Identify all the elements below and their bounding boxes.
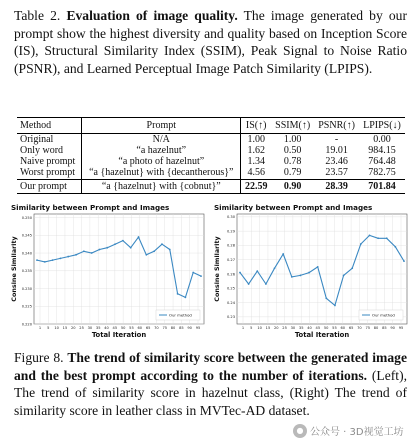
x-tick-label: 15 xyxy=(265,326,271,330)
x-tick-label: 75 xyxy=(162,326,168,330)
data-point xyxy=(282,253,284,255)
data-point xyxy=(169,249,171,251)
watermark xyxy=(293,423,404,438)
x-tick-label: 5 xyxy=(47,326,50,330)
header-ssim: SSIM(↑) xyxy=(275,120,311,131)
x-tick-label: 20 xyxy=(70,326,76,330)
x-axis-label: Total Iteration xyxy=(294,331,350,339)
y-tick-label: 0.23 xyxy=(226,315,235,320)
data-point xyxy=(44,261,46,263)
data-point xyxy=(99,249,101,251)
x-tick-label: 85 xyxy=(179,326,184,330)
cell-lpips: 782.75 xyxy=(368,167,396,178)
x-tick-label: 90 xyxy=(187,326,192,330)
table-caption-title: Evaluation of image quality. xyxy=(66,8,238,23)
figure-caption xyxy=(14,349,407,419)
cell-ssim: 0.79 xyxy=(283,167,302,178)
data-point xyxy=(145,254,147,256)
cell-prompt: “a photo of hazelnut” xyxy=(82,156,241,167)
x-tick-label: 30 xyxy=(87,326,93,330)
chart-title: Similarity between Prompt and Images xyxy=(11,203,170,212)
y-tick-label: 0.220 xyxy=(21,322,32,327)
cell-is: 4.56 xyxy=(241,167,271,180)
cell-ssim: 0.90 xyxy=(283,181,302,192)
x-tick-label: 5 xyxy=(250,326,253,330)
data-point xyxy=(67,256,69,258)
cell-ssim: 0.78 xyxy=(283,156,302,167)
y-axis-label: Consine Similarity xyxy=(10,236,18,302)
x-tick-label: 85 xyxy=(382,326,387,330)
header-lpips: LPIPS(↓) xyxy=(363,120,401,131)
x-tick-label: 35 xyxy=(298,326,304,330)
x-tick-label: 40 xyxy=(104,326,109,330)
data-point xyxy=(308,272,310,274)
x-tick-label: 70 xyxy=(357,326,362,330)
table-caption-body: The image generated by our prompt show the highest diversity and quality based on Inception Score (IS), Structural Similarity Index (SSIM), Peak Signal to Noise Ratio (PSNR), and Learned Perceptual Image Patch Similarity (LPIPS). xyxy=(14,8,407,76)
x-tick-label: 80 xyxy=(170,326,176,330)
cell-method: Our prompt xyxy=(20,181,67,192)
similarity-chart-hazelnut xyxy=(7,200,210,346)
data-point xyxy=(343,275,345,277)
data-point xyxy=(52,259,54,261)
data-point xyxy=(91,252,93,254)
plot-area xyxy=(237,214,407,324)
y-tick-label: 0.235 xyxy=(21,269,32,274)
y-tick-label: 0.250 xyxy=(21,215,32,220)
table-row xyxy=(17,145,405,156)
table-caption-label: Table 2. xyxy=(14,8,61,23)
data-point xyxy=(75,254,77,256)
header-psnr: PSNR(↑) xyxy=(318,120,355,131)
x-tick-label: 50 xyxy=(323,326,329,330)
cell-lpips: 701.84 xyxy=(368,181,396,192)
y-tick-label: 0.27 xyxy=(226,258,235,263)
data-point xyxy=(403,260,405,262)
figure-caption-title: The trend of similarity score between the generated image and the best prompt according to the number of iterations. xyxy=(14,350,407,383)
x-tick-label: 10 xyxy=(257,326,262,330)
table-caption xyxy=(14,7,407,77)
header-prompt: Prompt xyxy=(82,118,241,134)
x-tick-label: 35 xyxy=(95,326,101,330)
watermark-text: 公众号 · 3D视觉工坊 xyxy=(310,427,404,438)
cell-psnr: 23.46 xyxy=(325,156,348,167)
table-row xyxy=(17,134,405,146)
table-row xyxy=(17,156,405,167)
x-tick-label: 1 xyxy=(241,326,245,330)
cell-is: 1.00 xyxy=(241,134,271,146)
data-point xyxy=(200,275,202,277)
wechat-icon: ● xyxy=(293,424,307,438)
x-tick-label: 95 xyxy=(398,326,404,330)
cell-prompt: “a {hazelnut} with {cobnut}” xyxy=(82,180,241,194)
data-point xyxy=(60,257,62,259)
data-point xyxy=(138,236,140,238)
x-tick-label: 1 xyxy=(38,326,42,330)
cell-method: Only word xyxy=(20,145,64,156)
x-tick-label: 50 xyxy=(120,326,126,330)
x-tick-label: 90 xyxy=(390,326,395,330)
data-point xyxy=(386,237,388,239)
y-tick-label: 0.29 xyxy=(226,229,235,234)
data-point xyxy=(300,275,302,277)
header-is: IS(↑) xyxy=(241,118,271,134)
data-point xyxy=(394,246,396,248)
table-header-row xyxy=(17,118,405,134)
figure-caption-body: (Left), The trend of similarity score in hazelnut class, (Right) The trend of similarity score in leather class in MVTec-AD dataset. xyxy=(14,367,407,418)
chart-svg xyxy=(7,200,210,346)
data-point xyxy=(130,247,132,249)
chart-svg xyxy=(210,200,413,346)
x-tick-label: 20 xyxy=(273,326,279,330)
x-tick-label: 10 xyxy=(54,326,59,330)
cell-lpips: 764.48 xyxy=(368,156,396,167)
data-point xyxy=(291,276,293,278)
cell-lpips: 984.15 xyxy=(368,145,396,156)
y-tick-label: 0.225 xyxy=(21,304,32,309)
y-axis-label: Consine Similarity xyxy=(213,236,221,302)
cell-psnr: 28.39 xyxy=(325,181,348,192)
data-point xyxy=(122,240,124,242)
x-tick-label: 45 xyxy=(315,326,321,330)
x-tick-label: 95 xyxy=(195,326,201,330)
data-point xyxy=(153,250,155,252)
y-tick-label: 0.245 xyxy=(21,233,32,238)
data-point xyxy=(36,259,38,261)
header-method: Method xyxy=(20,120,52,131)
x-tick-label: 30 xyxy=(290,326,296,330)
data-point xyxy=(265,283,267,285)
y-tick-label: 0.230 xyxy=(21,286,32,291)
y-tick-label: 0.240 xyxy=(21,251,32,256)
data-point xyxy=(161,243,163,245)
y-tick-label: 0.25 xyxy=(226,286,235,291)
data-point xyxy=(248,283,250,285)
data-point xyxy=(274,267,276,269)
cell-prompt: “a hazelnut” xyxy=(82,145,241,156)
cell-method: Original xyxy=(20,134,54,145)
x-tick-label: 25 xyxy=(79,326,84,330)
x-tick-label: 60 xyxy=(137,326,143,330)
plot-area xyxy=(34,214,204,324)
cell-prompt: “a {hazelnut} with {decantherous}” xyxy=(82,167,241,180)
data-point xyxy=(325,297,327,299)
cell-is: 1.34 xyxy=(241,156,271,167)
legend-label: Our method xyxy=(169,312,192,318)
x-tick-label: 70 xyxy=(154,326,159,330)
cell-psnr: 19.01 xyxy=(325,145,348,156)
similarity-chart-leather xyxy=(210,200,413,346)
y-tick-label: 0.30 xyxy=(226,215,235,220)
y-tick-label: 0.26 xyxy=(226,272,235,277)
results-table xyxy=(17,117,405,194)
cell-is: 1.62 xyxy=(241,145,271,156)
data-point xyxy=(360,243,362,245)
cell-prompt: N/A xyxy=(82,134,241,146)
cell-lpips: 0.00 xyxy=(373,134,391,145)
x-tick-label: 15 xyxy=(62,326,68,330)
x-tick-label: 65 xyxy=(145,326,151,330)
x-tick-label: 75 xyxy=(365,326,371,330)
cell-ssim: 0.50 xyxy=(283,145,302,156)
data-point xyxy=(377,237,379,239)
data-point xyxy=(114,243,116,245)
cell-psnr: 23.57 xyxy=(325,167,348,178)
x-tick-label: 55 xyxy=(129,326,134,330)
x-tick-label: 40 xyxy=(307,326,312,330)
x-tick-label: 45 xyxy=(112,326,118,330)
data-point xyxy=(334,305,336,307)
x-tick-label: 65 xyxy=(348,326,354,330)
x-tick-label: 25 xyxy=(282,326,287,330)
table-row-ours xyxy=(17,180,405,194)
data-point xyxy=(83,250,85,252)
data-point xyxy=(239,272,241,274)
figure-caption-label: Figure 8. xyxy=(14,350,64,365)
table-row xyxy=(17,167,405,180)
data-point xyxy=(256,270,258,272)
legend-label: Our method xyxy=(372,312,395,318)
data-point xyxy=(369,235,371,237)
x-tick-label: 55 xyxy=(332,326,337,330)
data-point xyxy=(177,293,179,295)
data-point xyxy=(192,272,194,274)
x-axis-label: Total Iteration xyxy=(91,331,147,339)
cell-method: Worst prompt xyxy=(20,167,76,178)
y-tick-label: 0.24 xyxy=(226,300,235,305)
data-point xyxy=(351,267,353,269)
cell-is: 22.59 xyxy=(241,180,271,194)
cell-ssim: 1.00 xyxy=(283,134,302,145)
data-point xyxy=(106,247,108,249)
x-tick-label: 80 xyxy=(373,326,379,330)
y-tick-label: 0.28 xyxy=(226,243,235,248)
chart-title: Similarity between Prompt and Images xyxy=(214,203,373,212)
data-point xyxy=(317,266,319,268)
cell-method: Naive prompt xyxy=(20,156,76,167)
x-tick-label: 60 xyxy=(340,326,346,330)
data-point xyxy=(184,296,186,298)
cell-psnr: - xyxy=(334,134,339,145)
